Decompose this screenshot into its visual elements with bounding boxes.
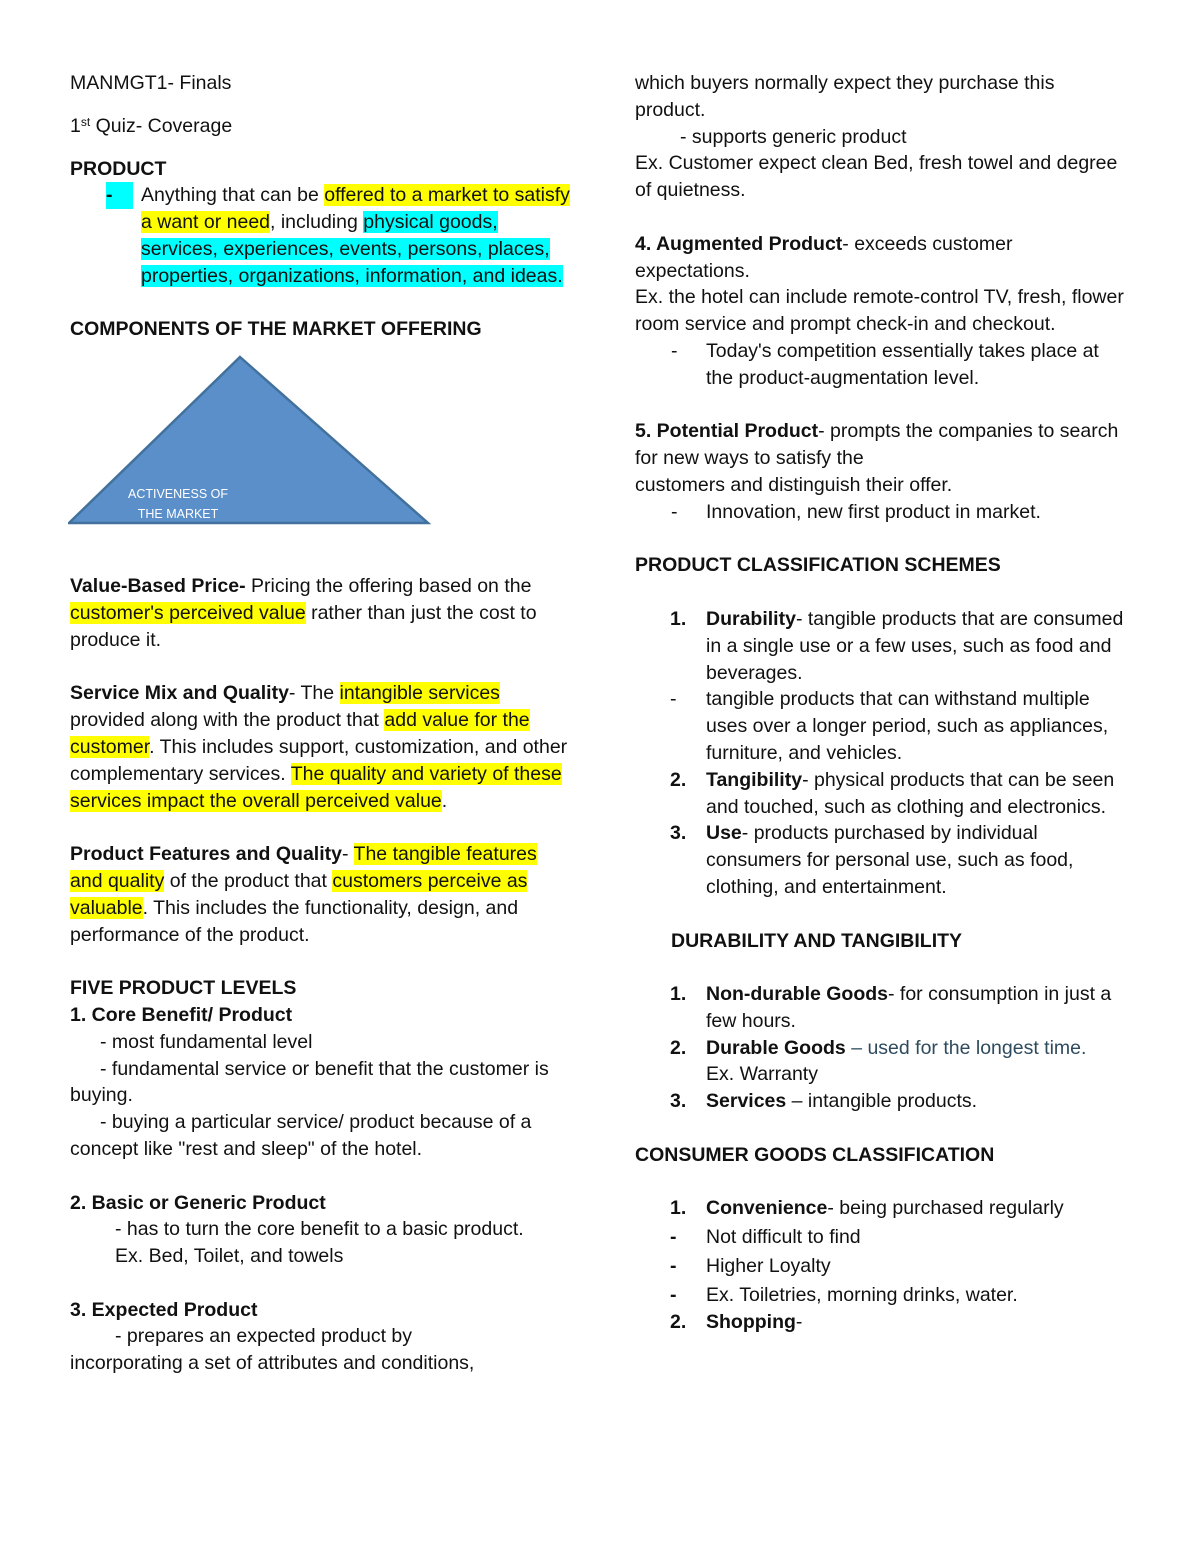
scheme-tangibility: 2. Tangibility- physical products that can be seen and touched, such as clothing and electronics. xyxy=(670,768,1115,818)
scheme-durable-dash: - tangible products that can withstand multiple uses over a longer period, such as appliances, furniture, and vehicles. xyxy=(670,688,1109,764)
product-definition: - Anything that can be offered to a market to satisfy a want or need, including physical goods, services, experiences, events, persons, places, properties, organizations, information, and ideas. xyxy=(106,184,570,287)
convenience-item: 1. Convenience- being purchased regularly xyxy=(670,1197,1064,1220)
scheme-use: 3. Use- products purchased by individual consumers for personal use, such as food, clothing, and entertainment. xyxy=(670,822,1074,898)
augmented-product: 4. Augmented Product- exceeds customer expectations. xyxy=(635,232,1013,282)
augmented-bullet: - Today's competition essentially takes place at the product-augmentation level. xyxy=(671,339,1099,389)
basic-line-1: - has to turn the core benefit to a basic product. xyxy=(115,1218,524,1241)
core-line-2: - fundamental service or benefit that the customer is buying. xyxy=(70,1057,549,1107)
augmented-example: Ex. the hotel can include remote-control TV, fresh, flower room service and prompt check-in and checkout. xyxy=(635,286,1124,336)
consumer-bullet-3: - Ex. Toiletries, morning drinks, water. xyxy=(670,1283,1018,1306)
core-line-1: - most fundamental level xyxy=(100,1030,313,1053)
expected-line-3: which buyers normally expect they purchase this product. xyxy=(635,72,1055,121)
core-benefit-title: 1. Core Benefit/ Product xyxy=(70,1003,293,1026)
basic-line-2: Ex. Bed, Toilet, and towels xyxy=(115,1245,344,1268)
durable-example: Ex. Warranty xyxy=(706,1063,818,1086)
levels-heading: FIVE PRODUCT LEVELS xyxy=(70,977,297,1000)
triangle-label xyxy=(108,484,248,544)
shopping-item: 2. Shopping- xyxy=(670,1310,803,1333)
product-features: Product Features and Quality- The tangible features and quality of the product that customers perceive as valuable. This includes the functionality, design, and performance of the product. xyxy=(70,843,537,946)
consumer-bullet-2: - Higher Loyalty xyxy=(670,1255,831,1278)
potential-line-2: customers and distinguish their offer. xyxy=(635,473,953,496)
durable-goods: 2. Durable Goods – used for the longest time. xyxy=(670,1036,1087,1059)
service-mix: Service Mix and Quality- The intangible services provided along with the product that add value for the customer. This includes support, customization, and other complementary services. The quality and variety of these services impact the overall perceived value. xyxy=(70,682,568,812)
left-column xyxy=(70,70,570,1377)
course-title: MANMGT1- Finals xyxy=(70,72,232,94)
product-heading: PRODUCT xyxy=(70,157,167,180)
scheme-durability: 1. Durability- tangible products that are consumed in a single use or a few uses, such as food and beverages. xyxy=(670,607,1124,684)
potential-bullet: - Innovation, new first product in market. xyxy=(671,500,1041,523)
components-heading: COMPONENTS OF THE MARKET OFFERING xyxy=(70,318,482,341)
non-durable-goods: 1. Non-durable Goods- for consumption in just a few hours. xyxy=(670,983,1112,1032)
consumer-bullet-1: - Not difficult to find xyxy=(670,1226,861,1249)
expected-line-5: Ex. Customer expect clean Bed, fresh towel and degree of quietness. xyxy=(635,152,1118,202)
schemes-heading: PRODUCT CLASSIFICATION SCHEMES xyxy=(635,554,1001,577)
triangle-line-1: ACTIVENESS OF xyxy=(127,487,229,502)
core-line-3: - buying a particular service/ product because of a concept like "rest and sleep" of the hotel. xyxy=(70,1111,532,1160)
market-offering-triangle xyxy=(70,343,570,573)
expected-line-1: - prepares an expected product by xyxy=(115,1325,413,1348)
quiz-coverage: 1st Quiz- Coverage xyxy=(70,114,233,137)
triangle-line-2: THE MARKET xyxy=(137,507,219,522)
consumer-heading: CONSUMER GOODS CLASSIFICATION xyxy=(635,1143,995,1166)
durability-heading: DURABILITY AND TANGIBILITY xyxy=(671,929,963,952)
value-based-price: Value-Based Price- Pricing the offering based on the customer's perceived value rather than just the cost to produce it. xyxy=(70,575,537,651)
potential-product: 5. Potential Product- prompts the companies to search for new ways to satisfy the xyxy=(635,420,1119,470)
expected-line-4: - supports generic product xyxy=(680,125,907,148)
right-column xyxy=(635,70,1130,1335)
services-item: 3. Services – intangible products. xyxy=(670,1090,978,1113)
expected-product-title: 3. Expected Product xyxy=(70,1298,258,1321)
basic-product-title: 2. Basic or Generic Product xyxy=(70,1191,326,1214)
triangle-line-3: OFFERINGS xyxy=(141,527,215,542)
expected-line-2: incorporating a set of attributes and conditions, xyxy=(70,1352,475,1375)
